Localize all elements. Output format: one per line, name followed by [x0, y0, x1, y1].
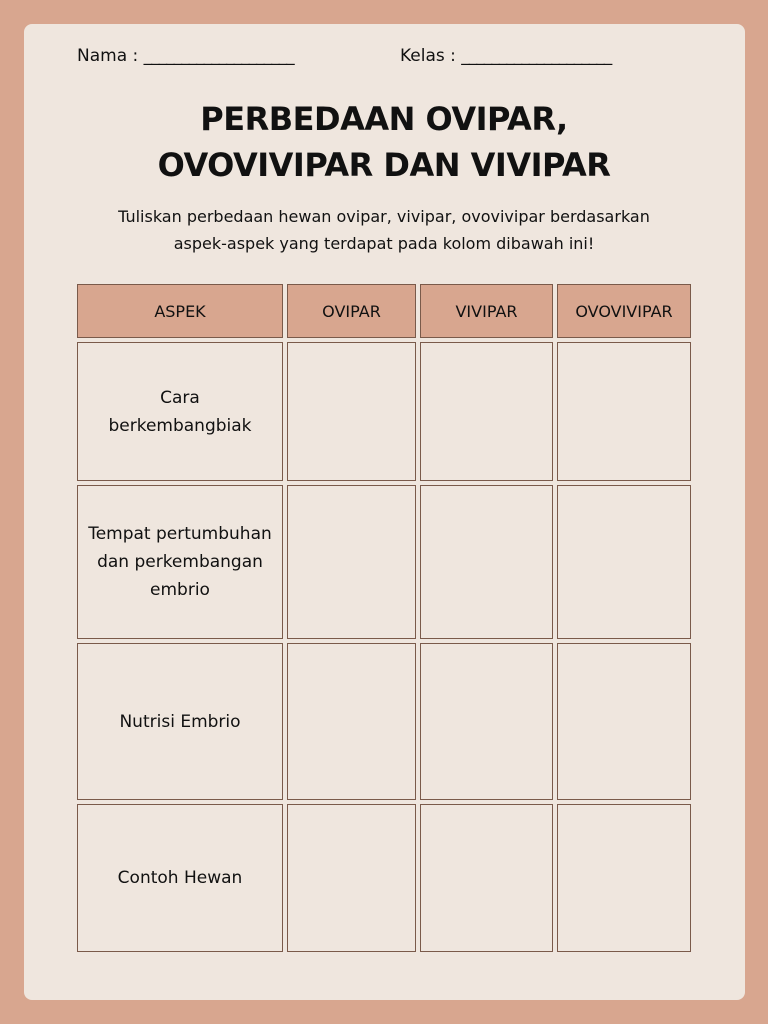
answer-cell-vivipar-2[interactable]: [420, 485, 553, 639]
answer-cell-ovovivipar-3[interactable]: [557, 643, 691, 800]
answer-cell-vivipar-1[interactable]: [420, 342, 553, 481]
aspect-tempat-pertumbuhan: Tempat pertumbuhan dan perkembangan embrio: [77, 485, 283, 639]
page-title: [0, 96, 768, 188]
answer-cell-ovipar-1[interactable]: [287, 342, 416, 481]
answer-cell-vivipar-4[interactable]: [420, 804, 553, 952]
kelas-blank-line: ____________________: [461, 46, 612, 66]
header-ovovivipar: OVOVIVIPAR: [557, 284, 691, 338]
nama-label: Nama :: [77, 46, 144, 66]
instruction-line-1: Tuliskan perbedaan hewan ovipar, vivipar, ovovivipar berdasarkan: [118, 207, 650, 226]
instruction-line-2: aspek-aspek yang terdapat pada kolom dibawah ini!: [173, 234, 595, 253]
kelas-label: Kelas :: [400, 46, 462, 66]
answer-cell-ovipar-2[interactable]: [287, 485, 416, 639]
answer-cell-ovovivipar-1[interactable]: [557, 342, 691, 481]
title-line-2: OVOVIVIPAR DAN VIVIPAR: [157, 146, 611, 184]
answer-cell-vivipar-3[interactable]: [420, 643, 553, 800]
header-ovipar: OVIPAR: [287, 284, 416, 338]
instruction-text: [60, 203, 708, 257]
answer-cell-ovovivipar-2[interactable]: [557, 485, 691, 639]
title-line-1: PERBEDAAN OVIPAR,: [200, 100, 568, 138]
aspect-cara-berkembangbiak: Cara berkembangbiak: [77, 342, 283, 481]
nama-blank-line: ____________________: [143, 46, 294, 66]
header-vivipar: VIVIPAR: [420, 284, 553, 338]
answer-cell-ovipar-4[interactable]: [287, 804, 416, 952]
nama-field[interactable]: [77, 46, 294, 66]
header-aspek: ASPEK: [77, 284, 283, 338]
answer-cell-ovipar-3[interactable]: [287, 643, 416, 800]
answer-cell-ovovivipar-4[interactable]: [557, 804, 691, 952]
aspect-nutrisi-embrio: Nutrisi Embrio: [77, 643, 283, 800]
aspect-contoh-hewan: Contoh Hewan: [77, 804, 283, 952]
kelas-field[interactable]: [400, 46, 611, 66]
